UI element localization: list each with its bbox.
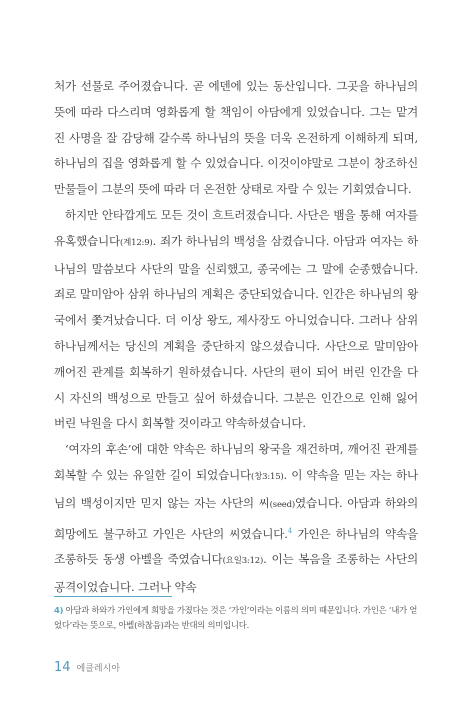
footnote-number: 4): [54, 605, 64, 615]
text-run: . 이는 복음을 조롱하는 사단의 공격이었습니다. 그러나 약속: [54, 552, 418, 594]
text-run: . 죄가 하나님의 백성을 삼켰습니다. 아담과 여자는 하나님의 말씀보다 사단의 말을 신뢰했고, 종국에는 그 말에 순종했습니다. 죄로 말미암아 삼위 하나님의 계획은 중단되었습니다. 인간은 하나님의 왕국에서 쫓겨났습니다. 더 이상 왕도, 제사장도 아니었습니다. 그러나 삼위 하나님께서는 당신의 계획을 중단하지 않으셨습니다. 사단으로 말미암아 깨어진 관계를 회복하기 원하셨습니다. 사단의 편이 되어 버린 인간을 다시 자신의 백성으로 만들고 싶어 하셨습니다. 그분은 인간으로 인해 잃어버린 낙원을 다시 회복할 것이라고 약속하셨습니다.: [54, 233, 418, 431]
text-run: 였습니다. 아담과 하와의 희망에도 불구하고 가인은 사단의 씨였습니다.: [54, 495, 419, 541]
scripture-reference: (요일3:12): [222, 556, 264, 567]
footnote: [54, 603, 420, 632]
page-footer: [54, 660, 120, 675]
page-number: 14: [54, 660, 71, 675]
text-run: . 이 약속을 믿는 자는 하나님의 백성이지만 믿지 않는 자는 사단의 씨: [54, 467, 418, 510]
footnote-text: 아담과 하와가 가인에게 희망을 가졌다는 것은 ‘가인’이라는 이름의 의미 때문입니다. 가인은 ‘내가 얻었다’라는 뜻으로, 아벨(하찮음)과는 반대의 의미입니다.: [54, 605, 418, 630]
body-text: [54, 74, 418, 601]
text-run: 처가 선물로 주어졌습니다. 곧 에덴에 있는 동산입니다. 그곳을 하나님의 뜻에 따라 다스리며 영화롭게 할 책임이 아담에게 있었습니다. 그는 맡겨진 사명을 잘 감당해 갈수록 하나님의 뜻을 더욱 온전하게 이해하게 되며, 하나님의 집을 영화롭게 할 수 있었습니다. 이것이야말로 그분이 창조하신 만물들이 그분의 뜻에 따라 더 온전한 상태로 자랄 수 있는 기회였습니다.: [54, 79, 418, 197]
footnote-reference: 4: [287, 526, 293, 535]
text-run: ‘여자의 후손’에 대한 약속은 하나님의 왕국을 재건하며, 깨어진 관계를 회복할 수 있는 유일한 길이 되었습니다: [54, 442, 418, 482]
text-run: 가인은 하나님의 약속을 조롱하듯 동생 아벨을 죽였습니다: [54, 526, 419, 567]
scripture-reference: (계12:9): [120, 237, 153, 248]
scripture-reference: (seed): [269, 499, 295, 510]
scripture-reference: (창3:15): [250, 471, 284, 482]
paragraph: [54, 203, 418, 437]
footnote-divider: [54, 596, 172, 597]
running-title: 에클레시아: [76, 664, 121, 674]
text-run: 하지만 안타깝게도 모든 것이 흐트러졌습니다. 사단은 뱀을 통해 여자를 유혹했습니다: [54, 207, 418, 248]
paragraph: [54, 437, 418, 601]
paragraph: [54, 74, 418, 203]
